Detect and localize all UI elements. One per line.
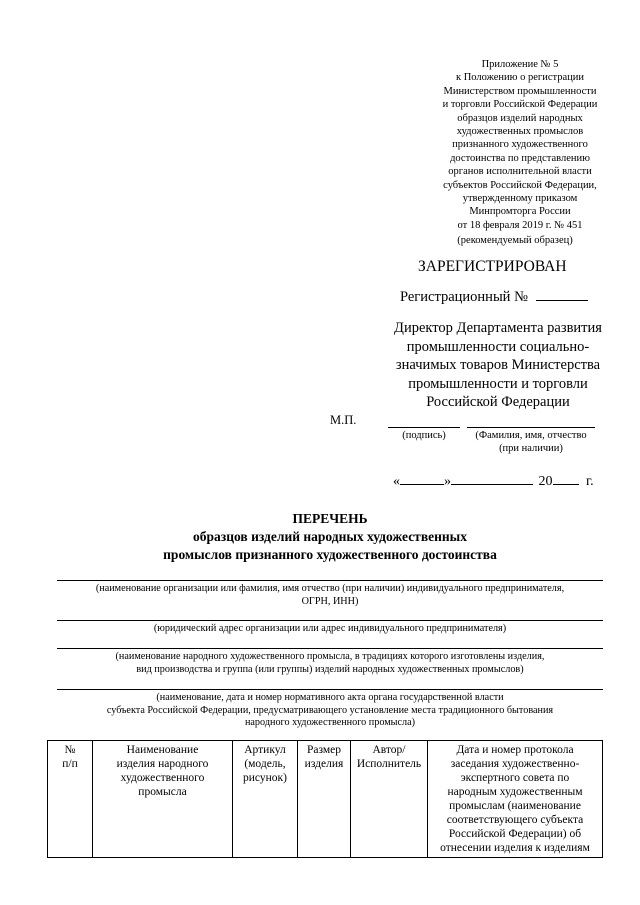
caption-line: вид производства и группа (или группы) изделий народных художественных промыслов) <box>136 663 524 675</box>
header-text: Исполнитель <box>356 758 422 770</box>
year-prefix: 20 <box>538 474 553 489</box>
director-line: Российской Федерации <box>426 394 570 410</box>
normative-act-caption <box>40 692 620 730</box>
header-number <box>48 741 93 858</box>
header-text: Наименование <box>126 744 199 756</box>
director-line: промышленности социально- <box>406 338 590 355</box>
full-name-caption <box>462 430 600 455</box>
appendix-line: и торговли Российской Федерации <box>442 99 598 111</box>
header-text: рисунок) <box>243 772 287 784</box>
header-item-name <box>93 741 233 858</box>
recommended-sample-note: (рекомендуемый образец) <box>457 235 573 246</box>
registration-number-blank[interactable] <box>536 300 588 301</box>
header-text: народным художественным <box>447 786 583 798</box>
appendix-line: субъектов Российской Федерации, <box>443 179 597 191</box>
header-protocol <box>428 741 603 858</box>
appendix-line: Приложение № 5 <box>481 59 559 70</box>
header-text: заседания художественно- <box>450 758 580 770</box>
appendix-line: утвержденному приказом <box>462 193 578 205</box>
header-text: экспертного совета по <box>460 772 570 784</box>
header-text: соответствующего субъекта <box>446 814 584 826</box>
address-field[interactable] <box>57 620 603 621</box>
header-text: промысла <box>138 786 187 798</box>
title-subline: промыслов признанного художественного достоинства <box>163 547 497 562</box>
full-name-caption-line: (при наличии) <box>499 442 563 454</box>
year-suffix: г. <box>586 474 594 489</box>
day-blank[interactable] <box>400 484 444 485</box>
header-text: изделия народного <box>116 758 209 770</box>
title-heading: ПЕРЕЧЕНЬ <box>292 511 368 526</box>
header-text: Размер <box>306 744 341 756</box>
date-line <box>393 474 594 490</box>
header-text: художественного <box>120 772 205 784</box>
director-line: Директор Департамента развития <box>394 320 602 336</box>
registration-number-label: Регистрационный № <box>400 289 528 305</box>
caption-line: (наименование организации или фамилия, имя отчество (при наличии) индивидуального предпринимателя, <box>95 583 565 594</box>
seal-place-label: М.П. <box>330 413 357 427</box>
header-author <box>351 741 428 858</box>
org-name-field[interactable] <box>57 580 603 581</box>
org-name-caption <box>40 583 620 608</box>
header-size <box>298 741 351 858</box>
header-text: Дата и номер протокола <box>456 744 574 756</box>
appendix-line: Минпромторга России <box>469 206 571 218</box>
caption-line: субъекта Российской Федерации, предусматривающего установление места традиционного бытования <box>106 704 554 716</box>
caption-line: (юридический адрес организации или адрес индивидуального предпринимателя) <box>153 623 507 634</box>
caption-line: народного художественного промысла) <box>244 717 416 729</box>
registered-stamp-title: ЗАРЕГИСТРИРОВАН <box>418 258 567 275</box>
signature-caption: (подпись) <box>402 430 446 441</box>
appendix-line: органов исполнительной власти <box>448 166 592 178</box>
header-text: № <box>64 744 76 756</box>
caption-line: (наименование народного художественного промысла, в традициях которого изготовлены изделия, <box>115 651 545 662</box>
appendix-line: образцов изделий народных <box>457 112 583 124</box>
date-open-quote: « <box>393 474 400 489</box>
header-text: (модель, <box>244 758 286 770</box>
header-article <box>233 741 298 858</box>
craft-name-field[interactable] <box>57 648 603 649</box>
director-title <box>360 319 636 412</box>
full-name-caption-line: (Фамилия, имя, отчество <box>475 430 587 441</box>
appendix-header <box>410 58 630 232</box>
year-blank[interactable] <box>553 484 579 485</box>
date-close-quote: » <box>444 474 451 489</box>
header-text: Автор/ <box>372 744 406 756</box>
header-text: Артикул <box>244 744 286 756</box>
director-line: промышленности и торговли <box>408 375 588 392</box>
full-name-line[interactable] <box>467 427 595 428</box>
craft-name-caption <box>40 651 620 676</box>
signature-line[interactable] <box>388 427 460 428</box>
director-line: значимых товаров Министерства <box>395 357 601 373</box>
table-header-row <box>48 741 603 858</box>
caption-line: ОГРН, ИНН) <box>301 595 359 607</box>
appendix-line: к Положению о регистрации <box>456 72 584 84</box>
registration-number <box>400 289 588 306</box>
title-subline: образцов изделий народных художественных <box>193 529 467 544</box>
appendix-line: художественных промыслов <box>456 126 584 138</box>
header-text: промыслам (наименование <box>449 800 581 812</box>
normative-act-field[interactable] <box>57 689 603 690</box>
header-text: отнесении изделия к изделиям <box>440 842 590 854</box>
samples-table <box>47 740 603 858</box>
appendix-line: Министерством промышленности <box>443 85 597 97</box>
header-text: Российской Федерации) об <box>448 828 582 840</box>
month-blank[interactable] <box>451 484 533 485</box>
address-caption <box>40 623 620 636</box>
appendix-line: достоинства по представлению <box>450 152 590 164</box>
caption-line: (наименование, дата и номер нормативного акта органа государственной власти <box>156 692 504 703</box>
document-title <box>40 510 620 564</box>
header-text: изделия <box>304 758 344 770</box>
appendix-line: признанного художественного <box>452 139 588 151</box>
header-text: п/п <box>62 758 78 770</box>
appendix-line: от 18 февраля 2019 г. № 451 <box>457 219 583 231</box>
